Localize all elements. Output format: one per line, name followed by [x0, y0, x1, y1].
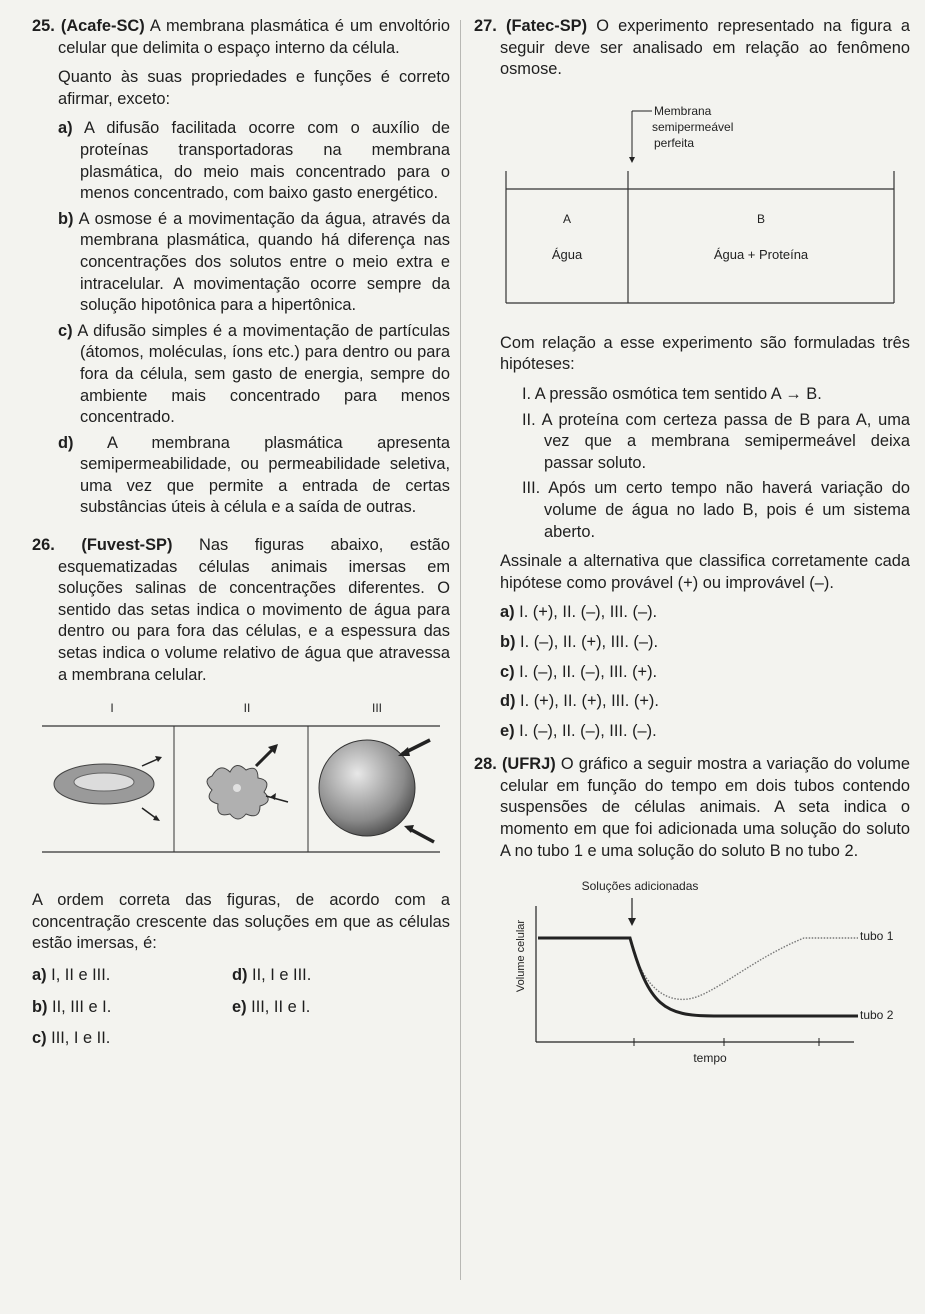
series-tubo-1	[538, 938, 858, 999]
q27-option-b: b) I. (–), II. (+), III. (–).	[500, 632, 659, 651]
volume-chart	[474, 876, 894, 1086]
q28-source: (UFRJ)	[501, 755, 556, 774]
q26-intro	[32, 535, 450, 686]
cell-crenated	[207, 744, 288, 819]
q25-number: 25.	[32, 17, 55, 35]
q27-option-a: a) I. (+), II. (–), III. (–).	[500, 603, 658, 622]
q27-option-c: c) I. (–), II. (–), III. (+).	[500, 662, 658, 681]
q26-question: A ordem correta das figuras, de acordo com a concentração crescente das soluções em que as células estão imersas, é:	[32, 891, 450, 953]
left-column	[32, 16, 450, 1050]
q27-number: 27.	[474, 17, 497, 35]
q25-intro	[32, 16, 450, 59]
cells-figure	[42, 696, 452, 856]
q26-option-d: d) II, I e III.	[232, 966, 312, 984]
membrane-label-1: Membrana	[654, 103, 712, 118]
q26-option-e: e) III, II e I.	[232, 997, 311, 1016]
q25-option-d: d) A membrana plasmática apresenta semipermeabilidade, ou permeabilidade seletiva, uma vez que permite a entrada de certas substâncias úteis à célula e a saída de outras.	[58, 433, 450, 517]
q25-option-c: c) A difusão simples é a movimentação de partículas (átomos, moléculas, íons etc.) para dentro ou para fora da célula, sem gasto de energia, sempre do ambiente mais concentrado para menos concentrado.	[58, 321, 450, 427]
q27-intro-text: O experimento representado na figura a seguir deve ser analisado em relação ao fenômeno osmose.	[500, 17, 911, 79]
q27-option-e: e) I. (–), II. (–), III. (–).	[500, 721, 657, 740]
q25-option-b: b) A osmose é a movimentação da água, através da membrana plasmática, quando há diferença nas concentrações dos solutos entre o meio extra e intracelular. A movimentação ocorre sempre da solução hipotônica para a hipertônica.	[58, 209, 450, 315]
fig-label-1: I	[110, 701, 114, 716]
question-28	[474, 754, 910, 1086]
q27-hypothesis-2: II. A proteína com certeza passa de B para A, uma vez que a membrana semipermeável deixa passar soluto.	[522, 410, 911, 472]
q26-option-c: c) III, I e II.	[32, 1029, 111, 1048]
q26-source: (Fuvest-SP)	[81, 536, 173, 555]
question-27	[474, 16, 910, 742]
question-25	[32, 16, 450, 519]
side-a-label: A	[562, 211, 572, 226]
q26-options	[32, 965, 450, 1050]
q28-text	[474, 754, 910, 862]
q28-body: O gráfico a seguir mostra a variação do volume celular em função do tempo em dois tubos contendo suspensões de células animais. A seta indica o momento em que foi adicionada uma solução do soluto A no tubo 1 e uma solução do soluto B no tubo 2.	[500, 755, 910, 860]
membrane-label-2: semipermeável	[652, 119, 734, 134]
q25-question: Quanto às suas propriedades e funções é correto afirmar, exceto:	[58, 68, 450, 108]
q26-option-a: a) I, II e III.	[32, 966, 111, 984]
cell-normal	[54, 756, 162, 821]
q26-number: 26.	[32, 536, 55, 555]
added-arrow-head	[628, 918, 636, 926]
side-b-content: Água + Proteína	[713, 246, 809, 262]
fig-label-3: III	[371, 701, 383, 716]
q25-intro-text: A membrana plasmática é um envoltório celular que delimita o espaço interno da célula.	[58, 17, 450, 57]
fig-label-2: II	[243, 701, 251, 716]
cell-swollen	[319, 740, 434, 842]
q27-intro	[474, 16, 910, 81]
chart-ylabel: Volume celular	[515, 920, 527, 993]
label-tubo-2: tubo 2	[860, 1008, 894, 1023]
side-a-content: Água	[551, 246, 583, 262]
q28-number: 28.	[474, 755, 497, 774]
question-26	[32, 535, 450, 1050]
q27-lead: Com relação a esse experimento são formuladas três hipóteses:	[500, 333, 910, 374]
q27-option-d: d) I. (+), II. (+), III. (+).	[500, 692, 659, 711]
column-divider	[460, 20, 461, 1280]
side-b-label: B	[756, 211, 766, 226]
q26-option-b: b) II, III e I.	[32, 997, 112, 1016]
label-tubo-1: tubo 1	[860, 929, 894, 944]
membrane-label-3: perfeita	[654, 135, 695, 150]
q27-hypothesis-1: I. A pressão osmótica tem sentido A → B.	[522, 384, 822, 403]
right-column	[474, 16, 910, 1086]
q27-hypothesis-3: III. Após um certo tempo não haverá variação do volume de água no lado B, pois é um sistema aberto.	[522, 479, 910, 541]
q27-question: Assinale a alternativa que classifica corretamente cada hipótese como provável (+) ou improvável (–).	[500, 552, 910, 592]
chart-title: Soluções adicionadas	[581, 879, 699, 894]
q25-source: (Acafe-SC)	[60, 17, 145, 35]
chart-xlabel: tempo	[693, 1051, 727, 1066]
q27-source: (Fatec-SP)	[505, 17, 588, 35]
series-tubo-2	[538, 938, 858, 1016]
osmosis-figure	[504, 91, 904, 311]
q26-intro-text: Nas figuras abaixo, estão esquematizadas células animais imersas em soluções salinas de concentrações diferentes. O sentido das setas indica o movimento de água para dentro ou para fora das células, e a espessura das setas indica o volume relativo de água que atravessa a membrana celular.	[58, 536, 450, 684]
q25-option-a: a) A difusão facilitada ocorre com o auxílio de proteínas transportadoras na membrana plasmática, do meio mais concentrado para o menos concentrado, com baixo gasto energético.	[58, 119, 450, 203]
